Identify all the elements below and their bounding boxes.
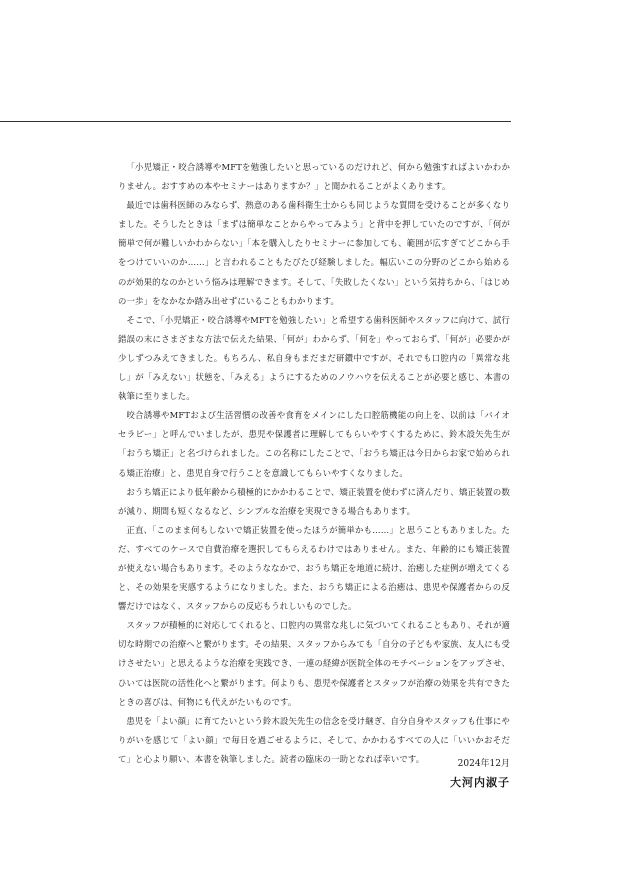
preface-body xyxy=(118,158,510,769)
paragraph-1: 「小児矯正・咬合誘導やMFTを勉強したいと思っているのだけれど、何から勉強すればよいかわかりません。おすすめの本やセミナーはありますか？」と聞かれることがよくあります。 xyxy=(118,162,510,192)
paragraph-7: スタッフが積極的に対応してくれると、口腔内の異常な兆しに気づいてくれることもあり、それが適切な時期での治療へと繋がります。その結果、スタッフからみても「自分の子どもや家族、友人にも受けさせたい」と思えるような治療を実践でき、一連の経緯が医院全体のモチベーションをアップさせ、ひいては医院の活性化へと繋がります。何よりも、患児や保護者とスタッフが治療の効果を共有できたときの喜びは、何物にも代えがたいものです。 xyxy=(118,620,511,707)
paragraph-8: 患児を「よい顔」に育てたいという鈴木設矢先生の信念を受け継ぎ、自分自身やスタッフも仕事にやりがいを感じて「よい顔」で毎日を過ごせるように、そして、かかわるすべての人に「いいかおそだて」と心より願い、本書を執筆しました。読者の臨床の一助となれば幸いです。 xyxy=(118,715,510,764)
header-rule xyxy=(0,121,511,122)
paragraph-6: 正直、「このまま何もしないで矯正装置を使ったほうが簡単かも……」と思うこともありました。ただ、すべてのケースで自費治療を選択してもらえるわけではありません。また、年齢的にも矯正装置が使えない場合もあります。そのようななかで、おうち矯正を地道に続け、治癒した症例が増えてくると、その効果を実感するようになりました。また、おうち矯正による治癒は、患児や保護者からの反響だけではなく、スタッフからの反応もうれしいものでした。 xyxy=(118,524,510,612)
author-name: 大河内淑子 xyxy=(450,776,510,789)
paragraph-4: 咬合誘導やMFTおよび生活習慣の改善や食育をメインにした口腔筋機能の向上を、以前は「バイオセラピー」と呼んでいましたが、患児や保護者に理解してもらいやすくするために、鈴木設矢先生が「おうち矯正」と名づけられました。この名称にしたことで、「おうち矯正は今日からお家で始められる矯正治療」と、患児自身で行うことを意識してもらいやすくなりました。 xyxy=(118,410,510,478)
paragraph-5: おうち矯正により低年齢から積極的にかかわることで、矯正装置を使わずに済んだり、矯正装置の数が減り、期間も短くなるなど、シンプルな治療を実現できる場合もあります。 xyxy=(118,486,510,516)
preface-date: 2024年12月 xyxy=(457,759,510,769)
paragraph-2: 最近では歯科医師のみならず、熱意のある歯科衛生士からも同じような質問を受けることが多くなりました。そうしたときは「まずは簡単なことからやってみよう」と背中を押していたのですが、「何が簡単で何が難しいかわからない」「本を購入したりセミナーに参加しても、範囲が広すぎてどこから手をつけていいのか……」と言われることもたびたび経験しました。幅広いこの分野のどこから始めるのが効果的なのかという悩みは理解できます。そして、「失敗したくない」という気持ちから、「はじめの一歩」をなかなか踏み出せずにいることもわかります。 xyxy=(118,200,510,306)
paragraph-3: そこで、「小児矯正・咬合誘導やMFTを勉強したい」と希望する歯科医師やスタッフに向けて、試行錯誤の末にさまざまな方法で伝えた結果、「何が」わからず、「何を」やっておらず、「何が」必要かが少しずつみえてきました。もちろん、私自身もまだまだ研鑽中ですが、それでも口腔内の「異常な兆し」が「みえない」状態を、「みえる」ようにするためのノウハウを伝えることが必要と感じ、本書の執筆に至りました。 xyxy=(118,314,510,402)
